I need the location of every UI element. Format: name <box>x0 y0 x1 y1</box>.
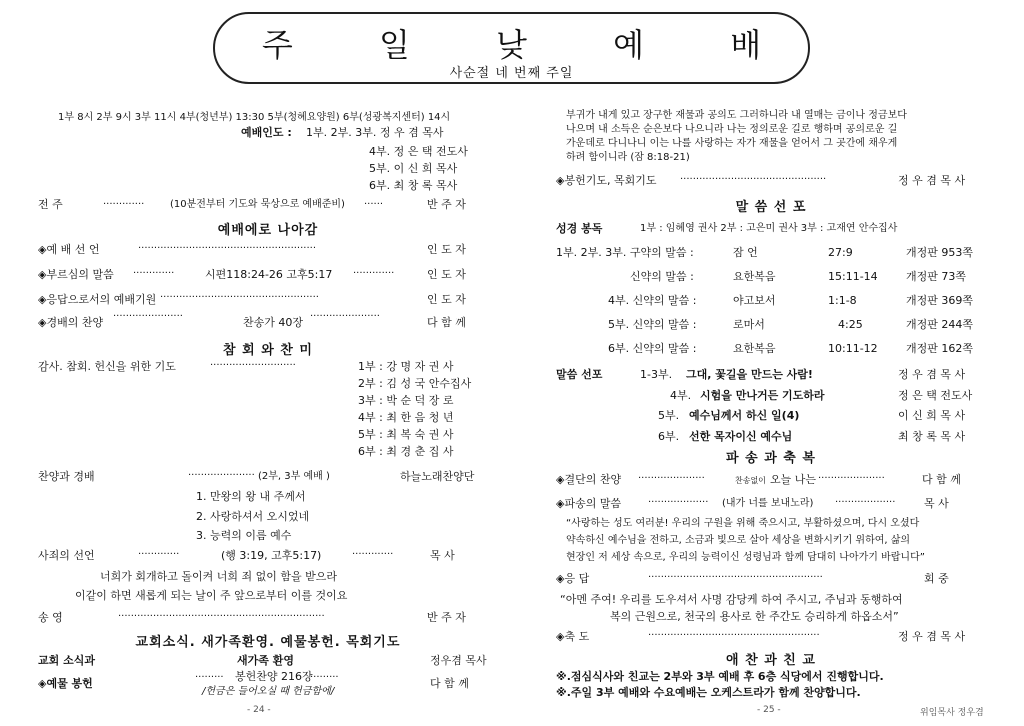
decision-text: 오늘 나는 <box>770 473 817 486</box>
decision-dots-2: ····················· <box>818 473 885 484</box>
leader-1: 1부. 2부. 3부. 정 우 겸 목사 <box>306 126 444 139</box>
item-declaration-dots: ························································ <box>138 243 317 254</box>
reading-1-page: 개정판 953쪽 <box>906 246 973 259</box>
blessing-label: ◈축 도 <box>556 630 590 643</box>
sermon-2-title: 시험을 만나거든 기도하라 <box>700 389 825 402</box>
reading-3-book: 야고보서 <box>733 294 776 307</box>
schedule-line: 1부 8시 2부 9시 3부 11시 4부(청년부) 13:30 5부(청혜요양원) 6부(성광복지센터) 14시 <box>58 112 451 123</box>
prelude-dots: ············· <box>103 199 145 210</box>
prelude-dots-2: ······ <box>364 199 384 210</box>
prelude-desc: (10분전부터 기도와 묵상으로 예배준비) <box>170 199 345 210</box>
sermon-1-who: 정 우 겸 목 사 <box>898 368 966 381</box>
reading-4-part: 5부. 신약의 말씀 : <box>608 318 697 331</box>
praise-who: 하늘노래찬양단 <box>400 470 475 483</box>
page-number-left: - 24 - <box>247 705 271 715</box>
praise-label: 찬양과 경배 <box>38 470 95 483</box>
forgive-text-1: 너희가 회개하고 돌이켜 너희 죄 없이 함을 받으라 <box>100 570 337 583</box>
reading-4-page: 개정판 244쪽 <box>906 318 973 331</box>
item-invocation-dots: ·················································· <box>160 292 319 303</box>
offering-label: ◈예물 봉헌 <box>38 677 93 690</box>
leader-3: 5부. 이 신 희 목사 <box>369 162 458 175</box>
prelude-label: 전 주 <box>38 198 63 211</box>
scripture-line-2: 나으며 내 소득은 순은보다 나으니라 나는 정의로운 길로 행하며 공의로운 길 <box>566 124 898 135</box>
offering-note: /헌금은 들어오실 때 헌금함에/ <box>202 686 335 697</box>
reading-2-book: 요한복음 <box>733 270 776 283</box>
forgive-desc: (행 3:19, 고후5:17) <box>221 549 322 562</box>
sending-label: ◈파송의 말씀 <box>556 497 622 510</box>
reading-5-part: 6부. 신약의 말씀 : <box>608 342 697 355</box>
scripture-line-3: 가운데로 다니나니 이는 나를 사랑하는 자가 재물을 얻어서 그 곳간에 채우게 <box>566 138 898 149</box>
reading-2-verse: 15:11-14 <box>828 270 878 283</box>
section-repentance: 참 회 와 찬 미 <box>223 343 313 358</box>
offering-text: 봉헌찬양 216장 <box>235 670 313 683</box>
prayer-5: 5부 : 최 복 숙 권 사 <box>358 428 454 441</box>
page-number-right: - 25 - <box>757 705 781 715</box>
forgive-text-2: 이같이 하면 새롭게 되는 날이 주 앞으로부터 이를 것이요 <box>75 589 348 602</box>
reading-3-part: 4부. 신약의 말씀 : <box>608 294 697 307</box>
blessing-dots: ······················································ <box>648 630 820 641</box>
sermon-1-title: 그대, 꽃길을 만드는 사람! <box>686 368 813 381</box>
reading-1-verse: 27:9 <box>828 246 853 259</box>
section-worship: 예배에로 나아감 <box>217 223 319 238</box>
note-2: ※.주일 3부 예배와 수요예배는 오케스트라가 함께 찬양합니다. <box>556 686 861 699</box>
item-invocation-label: ◈응답으로서의 예배기원 <box>38 293 157 306</box>
section-sending: 파 송 과 축 복 <box>726 451 816 466</box>
prayer-2: 2부 : 김 성 국 안수집사 <box>358 377 472 390</box>
news-label: 교회 소식과 <box>38 654 95 667</box>
sending-dots-2: ··················· <box>835 497 896 508</box>
sending-quote-1: “사랑하는 성도 여러분! 우리의 구원을 위해 죽으시고, 부활하셨으며, 다시 오셨다 <box>566 518 920 529</box>
forgive-label: 사죄의 선언 <box>38 549 95 562</box>
sending-dots: ··················· <box>648 497 709 508</box>
item-hymn-who: 다 함 께 <box>427 316 466 329</box>
leader-4: 6부. 최 창 록 목사 <box>369 179 458 192</box>
prayer-4: 4부 : 최 한 음 청 년 <box>358 411 454 424</box>
praise-song-2: 2. 사랑하셔서 오시었네 <box>196 510 310 523</box>
item-hymn-dots-2: ······················ <box>310 311 380 322</box>
prelude-who: 반 주 자 <box>427 198 466 211</box>
decision-who: 다 함 께 <box>922 473 961 486</box>
item-calling-text: 시편118:24-26 고후5:17 <box>205 268 333 281</box>
pastoral-dots: ·············································· <box>680 174 827 185</box>
response-quote-1: “아멘 주여! 우리를 도우셔서 사명 감당케 하여 주시고, 주님과 동행하여 <box>560 593 903 606</box>
sermon-3-part: 5부. <box>658 409 680 422</box>
decision-dots: ····················· <box>638 473 705 484</box>
sending-who: 목 사 <box>924 497 949 510</box>
response-label: ◈응 답 <box>556 572 590 585</box>
sermon-3-title: 예수님께서 하신 일(4) <box>689 409 800 422</box>
item-calling-label: ◈부르심의 말씀 <box>38 268 114 281</box>
decision-tiny: 찬송없이 <box>735 476 766 485</box>
note-1: ※.점심식사와 친교는 2부와 3부 예배 후 6층 식당에서 진행합니다. <box>556 670 884 683</box>
praise-dots: ····················· <box>188 470 255 481</box>
doxology-dots: ································································· <box>118 611 325 622</box>
reading-5-verse: 10:11-12 <box>828 342 878 355</box>
reading-3-page: 개정판 369쪽 <box>906 294 973 307</box>
reading-5-page: 개정판 162쪽 <box>906 342 973 355</box>
sermon-4-title: 선한 목자이신 예수님 <box>689 430 793 443</box>
decision-label: ◈결단의 찬양 <box>556 473 622 486</box>
sermon-4-who: 최 창 록 목 사 <box>898 430 966 443</box>
news-who: 정우겸 목사 <box>430 654 487 667</box>
prayer-3: 3부 : 박 순 덕 장 로 <box>358 394 454 407</box>
item-hymn-dots: ······················ <box>113 311 183 322</box>
prayer-dots: ··························· <box>210 360 296 371</box>
prayer-1: 1부 : 강 명 자 권 사 <box>358 360 454 373</box>
response-quote-2: 복의 근원으로, 천국의 용사로 한 주간도 승리하게 하옵소서” <box>610 610 899 623</box>
reading-2-page: 개정판 73쪽 <box>906 270 966 283</box>
prayer-label: 감사. 참회. 헌신을 위한 기도 <box>38 360 176 373</box>
sermon-2-who: 정 은 택 전도사 <box>898 389 973 402</box>
item-calling-who: 인 도 자 <box>427 268 466 281</box>
forgive-who: 목 사 <box>430 549 455 562</box>
sermon-label: 말씀 선포 <box>556 368 603 381</box>
pastoral-who: 정 우 겸 목 사 <box>898 174 966 187</box>
item-invocation-who: 인 도 자 <box>427 293 466 306</box>
section-fellowship: 애 찬 과 친 교 <box>726 653 816 668</box>
sending-quote-2: 약속하신 예수님을 전하고, 소금과 빛으로 살아 세상을 변화시키기 위하여, 삶의 <box>566 535 911 546</box>
sermon-4-part: 6부. <box>658 430 680 443</box>
reading-1-book: 잠 언 <box>733 246 758 259</box>
blessing-who: 정 우 겸 목 사 <box>898 630 966 643</box>
reading-4-verse: 4:25 <box>838 318 863 331</box>
reading-2-part: 신약의 말씀 : <box>630 270 694 283</box>
offering-dots: ········· <box>195 672 224 683</box>
item-calling-dots: ············· <box>133 268 175 279</box>
sermon-3-who: 이 신 희 목 사 <box>898 409 966 422</box>
scripture-line-1: 부귀가 내게 있고 장구한 재물과 공의도 그러하니라 내 열매는 금이나 정금보다 <box>566 110 907 121</box>
forgive-dots-2: ············· <box>352 549 394 560</box>
page-subtitle: 사순절 네 번째 주일 <box>449 66 574 81</box>
offering-who: 다 함 께 <box>430 677 469 690</box>
news-mid: 새가족 환영 <box>237 654 294 667</box>
response-dots: ······················································· <box>648 572 823 583</box>
section-news: 교회소식. 새가족환영. 예물봉헌. 목회기도 <box>135 635 401 650</box>
section-word: 말 씀 선 포 <box>735 200 807 215</box>
praise-desc: (2부, 3부 예배 ) <box>258 471 330 482</box>
reading-5-book: 요한복음 <box>733 342 776 355</box>
leader-2: 4부. 정 은 택 전도사 <box>369 145 468 158</box>
reading-4-book: 로마서 <box>733 318 765 331</box>
offering-dots-2: ········· <box>310 672 339 683</box>
item-hymn-text: 찬송가 40장 <box>243 316 303 329</box>
praise-song-3: 3. 능력의 이름 예수 <box>196 529 292 542</box>
sending-quote-3: 현장인 저 세상 속으로, 우리의 능력이신 성령님과 함께 담대히 나아가기 바랍니다” <box>566 552 925 563</box>
sermon-2-part: 4부. <box>670 389 692 402</box>
footer-pastor: 위임목사 정우겸 <box>920 708 984 718</box>
response-who: 회 중 <box>924 572 949 585</box>
doxology-label: 송 영 <box>38 611 63 624</box>
reading-1-part: 1부. 2부. 3부. 구약의 말씀 : <box>556 246 694 259</box>
prayer-6: 6부 : 최 경 춘 집 사 <box>358 445 454 458</box>
sending-desc: (내가 너를 보내노라) <box>722 498 814 509</box>
doxology-who: 반 주 자 <box>427 611 466 624</box>
item-calling-dots-2: ············· <box>353 268 395 279</box>
praise-song-1: 1. 만왕의 왕 내 주께서 <box>196 490 306 503</box>
scripture-line-4: 하려 함이니라 (잠 8:18-21) <box>566 152 690 163</box>
item-hymn-label: ◈경배의 찬양 <box>38 316 104 329</box>
forgive-dots: ············· <box>138 549 180 560</box>
readers: 1부 : 임혜영 권사 2부 : 고은미 권사 3부 : 고재연 안수집사 <box>640 223 898 234</box>
sermon-1-part: 1-3부. <box>640 368 673 381</box>
item-declaration-who: 인 도 자 <box>427 243 466 256</box>
pastoral-label: ◈봉헌기도, 목회기도 <box>556 174 657 187</box>
reading-label: 성경 봉독 <box>556 222 603 235</box>
leaders-label: 예배인도 : <box>241 126 292 139</box>
reading-3-verse: 1:1-8 <box>828 294 857 307</box>
item-declaration-label: ◈예 배 선 언 <box>38 243 100 256</box>
page-title: 주 일 낮 예 배 <box>261 26 800 64</box>
